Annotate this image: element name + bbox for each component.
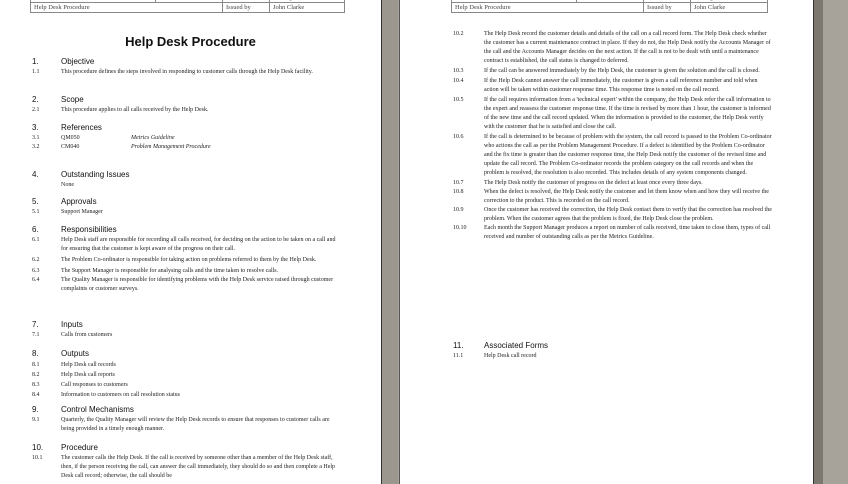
paragraph: The Quality Manager is responsible for identifying problems with the Help Desk service raised through customer complaints or customer surveys.	[61, 277, 334, 292]
paragraph: Calls from customers	[61, 332, 113, 338]
section-heading: Scope	[61, 95, 84, 104]
paragraph: None	[61, 182, 74, 188]
section-heading: Responsibilities	[61, 225, 117, 234]
section-control-mechanisms: 9. Control Mechanisms 9.1 Quarterly, the Quality Manager will review the Help Desk records to ensure that responses to customer calls are being provided in a timely enough manner.	[0, 405, 381, 434]
paragraph: The Support Manager is responsible for analysing calls and the time taken to resolve calls.	[61, 268, 279, 274]
page-shadow	[813, 0, 823, 484]
header-issued-by: John Clarke	[270, 3, 345, 13]
paragraph: The Help Desk record the customer details and details of the call on a call record form. The Help Desk check whether the customer has a current maintenance contract in place. If they do not, the Help Desk notify the Accounts Manager of the call and the Accounts Manager decides on the next action. If the call is not to be dealt with until a maintenance contract is established, the call status is changed to deferred.	[484, 31, 771, 64]
paragraph: This procedure applies to all calls received by the Help Desk.	[61, 107, 209, 113]
list-item: Help Desk call record	[484, 353, 537, 359]
section-heading: Inputs	[61, 320, 83, 329]
header-issued-by: John Clarke	[691, 3, 768, 13]
paragraph: If the Help Desk cannot answer the call immediately, the customer is given a call reference number and told when action will be taken within customer response time. This response time is noted on the call record.	[484, 78, 758, 93]
document-page-1	[0, 0, 382, 484]
section-heading: Approvals	[61, 197, 97, 206]
list-item: Information to customers on call resolution status	[61, 392, 180, 398]
paragraph: If the call can be answered immediately by the Help Desk, the customer is given the solution and the call is closed.	[484, 68, 760, 74]
section-outputs: 8. Outputs 8.1 Help Desk call records 8.2 Help Desk call reports 8.3 Call responses to customers 8.4 Information to customers on call resolution status	[0, 349, 381, 400]
paragraph: Help Desk staff are responsible for recording all calls received, for deciding on the action to be taken on a call and for ensuring that the customer is kept aware of the progress on their call.	[61, 237, 336, 252]
paragraph: Once the customer has received the correction, the Help Desk contact them to verify that the correction has resolved the problem. When the customer agrees that the problem is fixed, the Help Desk close the problem.	[484, 207, 772, 222]
section-heading: Procedure	[61, 443, 98, 452]
section-heading: Outstanding Issues	[61, 170, 130, 179]
paragraph: The Problem Co-ordinator is responsible for taking action on problems referred to them by the Help Desk.	[61, 257, 317, 263]
paragraph: If the call is determined to be because of problem with the system, the call record is passed to the Problem Co-ordinator who actions the call as per the Problem Management Procedure. If a defect is identified by the Problem Co-ordinator and the fix time is greater than the customer response time, the Help Desk notify the customer of the revised time and update the call record. The Problem Co-ordinator records the problem category on the call records and when the problem is resolved, the resolution is also recorded. This includes details of any system components changed.	[484, 134, 772, 176]
document-page-2	[399, 0, 814, 484]
header-doc-title: Help Desk Procedure	[31, 3, 223, 13]
page-gap	[382, 0, 398, 484]
header-issued-label: Issued by	[223, 3, 270, 13]
page-title: Help Desk Procedure	[125, 34, 256, 49]
paragraph: Support Manager	[61, 209, 103, 215]
section-heading: Objective	[61, 57, 95, 66]
paragraph: Quarterly, the Quality Manager will review the Help Desk records to ensure that responses to customer calls are being provided in a timely enough manner.	[61, 417, 330, 432]
section-heading: Control Mechanisms	[61, 405, 134, 414]
paragraph: This procedure defines the steps involved in responding to customer calls through the Help Desk facility.	[61, 69, 313, 75]
page-header-table	[451, 0, 768, 13]
paragraph: Each month the Support Manager produces a report on number of calls received, time taken to close them, types of call received and number of outstanding calls as per the Metrics Guideline.	[484, 225, 771, 240]
header-issued-label: Issued by	[644, 3, 691, 13]
paragraph: The Help Desk notify the customer of progress on the defect at least once every three days.	[484, 180, 703, 186]
section-approvals: 5. Approvals 5.1 Support Manager	[0, 197, 381, 217]
reference-code: QM050	[61, 135, 80, 141]
reference-name: Problem Management Procedure	[131, 144, 211, 150]
section-heading: Associated Forms	[484, 341, 549, 350]
section-objective: 1. Objective 1.1 This procedure defines the steps involved in responding to customer calls through the Help Desk facility.	[0, 57, 381, 77]
paragraph: When the defect is resolved, the Help Desk notify the customer and let them know when and how they will receive the correction to the product. This is recorded on the call record.	[484, 189, 769, 204]
section-references: 3. References 3.1 QM050 Metrics Guideline 3.2 CM040 Problem Management Procedure	[32, 123, 211, 150]
section-outstanding-issues: 4. Outstanding Issues None	[0, 170, 381, 190]
section-heading: Outputs	[61, 349, 90, 358]
reference-code: CM040	[61, 144, 80, 150]
paragraph: The customer calls the Help Desk. If the call is received by someone other than a member of the Help Desk staff, then, if the person receiving the call, can answer the call immediately, they should do so and then complete a Help Desk call record; otherwise, the call should be	[61, 455, 336, 479]
section-inputs: 7. Inputs 7.1 Calls from customers	[0, 320, 381, 340]
section-heading: References	[61, 123, 102, 132]
section-procedure: 10. Procedure 10.1 The customer calls the Help Desk. If the call is received by someone other than a member of the Help Desk staff, then, if the person receiving the call, can answer the call immediately, they should do so and then complete a Help Desk call record; otherwise, the call should be	[0, 443, 381, 481]
list-item: Help Desk call reports	[61, 372, 115, 378]
header-doc-title: Help Desk Procedure	[452, 3, 644, 13]
paragraph: If the call requires information from a 'technical expert' within the company, the Help Desk refer the call information to the expert and reassess the customer response time. If the time is revised by more than 1 hour, the customer is informed of the new time and the call record updated. When the information is provided to the customer, the Help Desk verify with the customer that he is satisfied and close the call.	[484, 97, 771, 130]
list-item: Call responses to customers	[61, 382, 128, 388]
reference-name: Metrics Guideline	[131, 135, 175, 141]
section-associated-forms: 11. Associated Forms 11.1 Help Desk call record	[400, 341, 813, 361]
list-item: Help Desk call records	[61, 362, 116, 368]
procedure-steps: 10.2 The Help Desk record the customer details and details of the call on a call record form. The Help Desk check whether the customer has a current maintenance contract in place. If they do not, the Help Desk notify the Accounts Manager of the call and the Accounts Manager decides on the next action. If the call is not to be dealt with until a maintenance contract is established, the call status is changed to deferred. 10.3 If the call can be answered immediately by the Help Desk, the customer is given the solution and the call is closed. 10.4 If the Help Desk cannot answer the call immediately, the customer is given a call reference number and told when action will be taken within customer response time. This response time is noted on the call record. 10.5 If the call requires information from a 'technical expert' within the company, the Help Desk refer the call information to the expert and reassess the customer response time. If the time is revised by more than 1 hour, the customer is informed of the new time and the call record updated. When the information is provided to the customer, the Help Desk verify with the customer that he is satisfied and close the call. 10.6 If the call is determined to be because of problem with the system, the call record is passed to the Problem Co-ordinator who actions the call as per the Problem Management Procedure. If a defect is identified by the Problem Co-ordinator and the fix time is greater than the customer response time, the Help Desk notify the customer of the revised time and update the call record. The Problem Co-ordinator records the problem category on the call records and when the problem is resolved, the resolution is also recorded. This includes details of any system components changed. 10.7 The Help Desk notify the customer of progress on the defect at least once every three days. 10.8 When the defect is resolved, the Help Desk notify the customer and let them know when and how they will receive the correction to the product. This is recorded on the call record. 10.9 Once the customer has received the correction, the Help Desk contact them to verify that the correction has resolved the problem. When the customer agrees that the problem is fixed, the Help Desk close the problem. 10.10 Each month the Support Manager produces a report on number of calls received, time taken to close them, types of call received and number of outstanding calls as per the Metrics Guideline.	[453, 31, 772, 240]
section-responsibilities: 6. Responsibilities 6.1 Help Desk staff are responsible for recording all calls received, for deciding on the action to be taken on a call and for ensuring that the customer is kept aware of the progress on their call. 6.2 The Problem Co-ordinator is responsible for taking action on problems referred to them by the Help Desk. 6.3 The Support Manager is responsible for analysing calls and the time taken to resolve calls. 6.4 The Quality Manager is responsible for identifying problems with the Help Desk service raised through customer complaints or customer surveys.	[0, 225, 381, 294]
page-header-table	[30, 0, 345, 13]
workspace-background	[823, 0, 848, 484]
section-scope: 2. Scope 2.1 This procedure applies to all calls received by the Help Desk.	[0, 95, 381, 115]
